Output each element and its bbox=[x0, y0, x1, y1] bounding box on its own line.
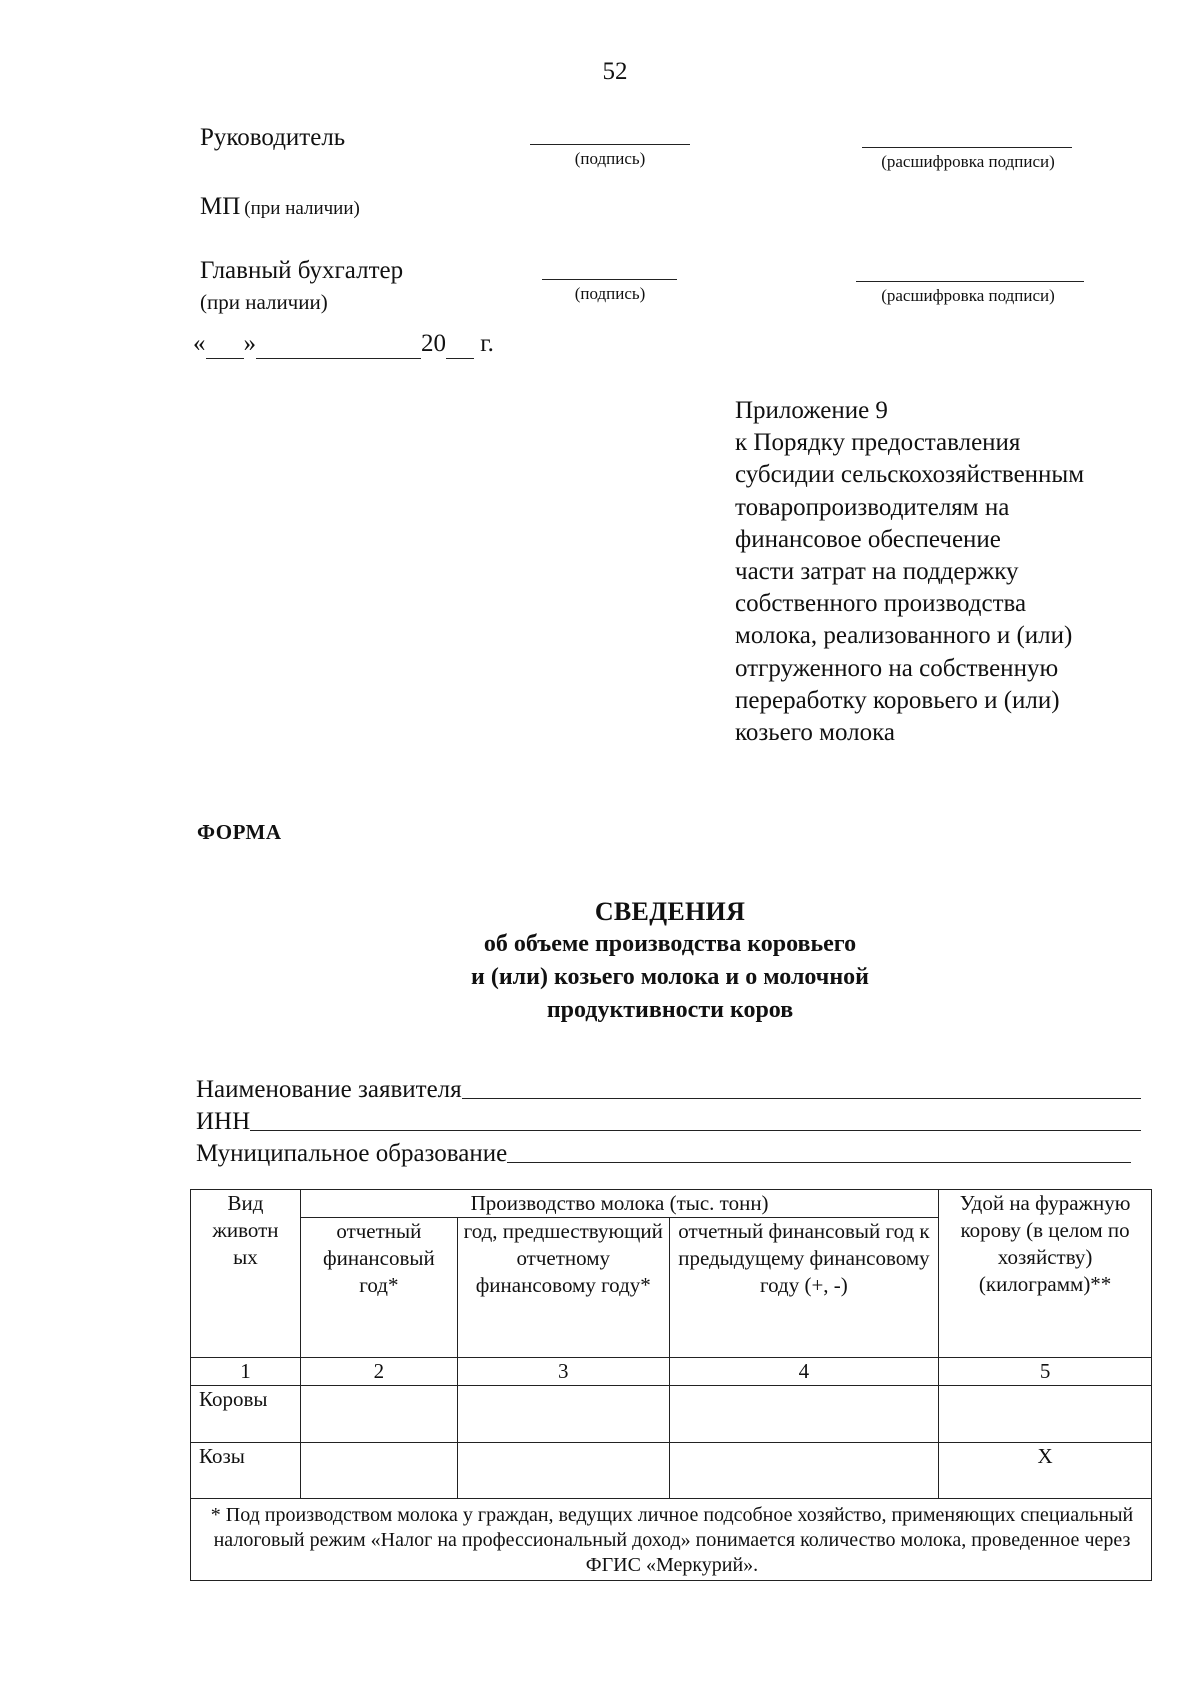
chief-decode-caption: (расшифровка подписи) bbox=[881, 286, 1055, 305]
table-row bbox=[191, 1443, 1152, 1499]
chief-accountant-note: (при наличии) bbox=[200, 290, 328, 314]
seal-block bbox=[200, 193, 360, 221]
col-number: 1 bbox=[191, 1358, 301, 1386]
goats-milk-yield-cell: Х bbox=[939, 1443, 1152, 1499]
chief-accountant-label: Главный бухгалтер bbox=[200, 257, 404, 284]
table-footnote: * Под производством молока у граждан, ведущих личное подсобное хозяйство, применяющих специальный налоговый режим «Налог на профессиональный доход» понимается количество молока, проведенное через ФГИС «Меркурий». bbox=[191, 1499, 1152, 1581]
applicant-name-blank[interactable] bbox=[462, 1074, 1141, 1099]
subheader-previous-year: год, предшествующий отчетному финансовому году* bbox=[457, 1218, 669, 1358]
appendix-line: товаропроизводителям на bbox=[735, 493, 1010, 521]
head-label: Руководитель bbox=[200, 124, 346, 151]
inn-label: ИНН bbox=[196, 1108, 251, 1135]
date-year-suffix: г. bbox=[480, 330, 494, 357]
inn-field bbox=[196, 1106, 1141, 1137]
appendix-line: молока, реализованного и (или) bbox=[735, 622, 1073, 650]
appendix-block bbox=[735, 395, 1175, 749]
goats-difference-cell[interactable] bbox=[669, 1443, 939, 1499]
date-month-blank[interactable] bbox=[256, 330, 421, 359]
appendix-line: субсидии сельскохозяйственным bbox=[735, 461, 1085, 489]
form-label: ФОРМА bbox=[197, 820, 282, 844]
row-label-cows: Коровы bbox=[191, 1386, 301, 1443]
document-heading bbox=[300, 896, 1040, 1027]
appendix-line: переработку коровьего и (или) bbox=[735, 686, 1060, 714]
table-row bbox=[191, 1386, 1152, 1443]
heading-subtitle-line: продуктивности коров bbox=[546, 997, 794, 1023]
col-header-milk-production: Производство молока (тыс. тонн) bbox=[300, 1190, 938, 1218]
date-year-blank[interactable] bbox=[446, 330, 474, 359]
appendix-line: финансовое обеспечение bbox=[735, 525, 1001, 553]
appendix-line: Приложение 9 bbox=[735, 397, 888, 424]
col-number: 2 bbox=[300, 1358, 457, 1386]
chief-sign-caption: (подпись) bbox=[574, 284, 646, 303]
goats-reporting-year-cell[interactable] bbox=[300, 1443, 457, 1499]
applicant-name-field bbox=[196, 1074, 1141, 1105]
applicant-name-label: Наименование заявителя bbox=[196, 1076, 462, 1103]
col-header-milk-yield: Удой на фуражную корову (в целом по хозяйству) (килограмм)** bbox=[939, 1190, 1152, 1358]
date-quote-close: » bbox=[243, 330, 256, 357]
heading-subtitle-line: об объеме производства коровьего bbox=[483, 931, 857, 957]
cows-difference-cell[interactable] bbox=[669, 1386, 939, 1443]
cows-milk-yield-cell[interactable] bbox=[939, 1386, 1152, 1443]
goats-previous-year-cell[interactable] bbox=[457, 1443, 669, 1499]
municipality-field bbox=[196, 1138, 1131, 1169]
municipality-label: Муниципальное образование bbox=[196, 1140, 508, 1167]
subheader-reporting-year: отчетный финансовый год* bbox=[300, 1218, 457, 1358]
page-number: 52 bbox=[602, 58, 628, 85]
cows-previous-year-cell[interactable] bbox=[457, 1386, 669, 1443]
appendix-line: к Порядку предоставления bbox=[735, 429, 1021, 457]
head-sign-caption: (подпись) bbox=[574, 149, 646, 168]
heading-title: СВЕДЕНИЯ bbox=[594, 897, 746, 926]
col-number: 3 bbox=[457, 1358, 669, 1386]
appendix-line: отгруженного на собственную bbox=[735, 654, 1059, 682]
head-decode-caption: (расшифровка подписи) bbox=[881, 152, 1055, 171]
chief-decode-line[interactable] bbox=[856, 281, 1084, 282]
col-header-animal-type: Вид животн ых bbox=[191, 1190, 301, 1358]
date-day-blank[interactable] bbox=[206, 330, 244, 359]
date-quote-open: « bbox=[193, 330, 206, 357]
head-decode-line[interactable] bbox=[862, 147, 1072, 148]
appendix-line: козьего молока bbox=[735, 719, 895, 747]
heading-subtitle-line: и (или) козьего молока и о молочной bbox=[471, 964, 869, 990]
subheader-year-difference: отчетный финансовый год к предыдущему финансовому году (+, -) bbox=[669, 1218, 939, 1358]
seal-note: (при наличии) bbox=[244, 198, 360, 219]
seal-label: МП bbox=[200, 193, 241, 220]
milk-production-table bbox=[190, 1189, 1152, 1581]
col-number: 4 bbox=[669, 1358, 939, 1386]
cows-reporting-year-cell[interactable] bbox=[300, 1386, 457, 1443]
col-number: 5 bbox=[939, 1358, 1152, 1386]
appendix-line: собственного производства bbox=[735, 590, 1027, 618]
inn-blank[interactable] bbox=[250, 1106, 1141, 1131]
appendix-line: части затрат на поддержку bbox=[735, 558, 1019, 586]
date-line bbox=[193, 330, 494, 359]
head-signature-line[interactable] bbox=[530, 144, 690, 145]
chief-signature-line[interactable] bbox=[542, 279, 677, 280]
date-year-prefix: 20 bbox=[421, 330, 446, 357]
municipality-blank[interactable] bbox=[507, 1138, 1131, 1163]
row-label-goats: Козы bbox=[191, 1443, 301, 1499]
